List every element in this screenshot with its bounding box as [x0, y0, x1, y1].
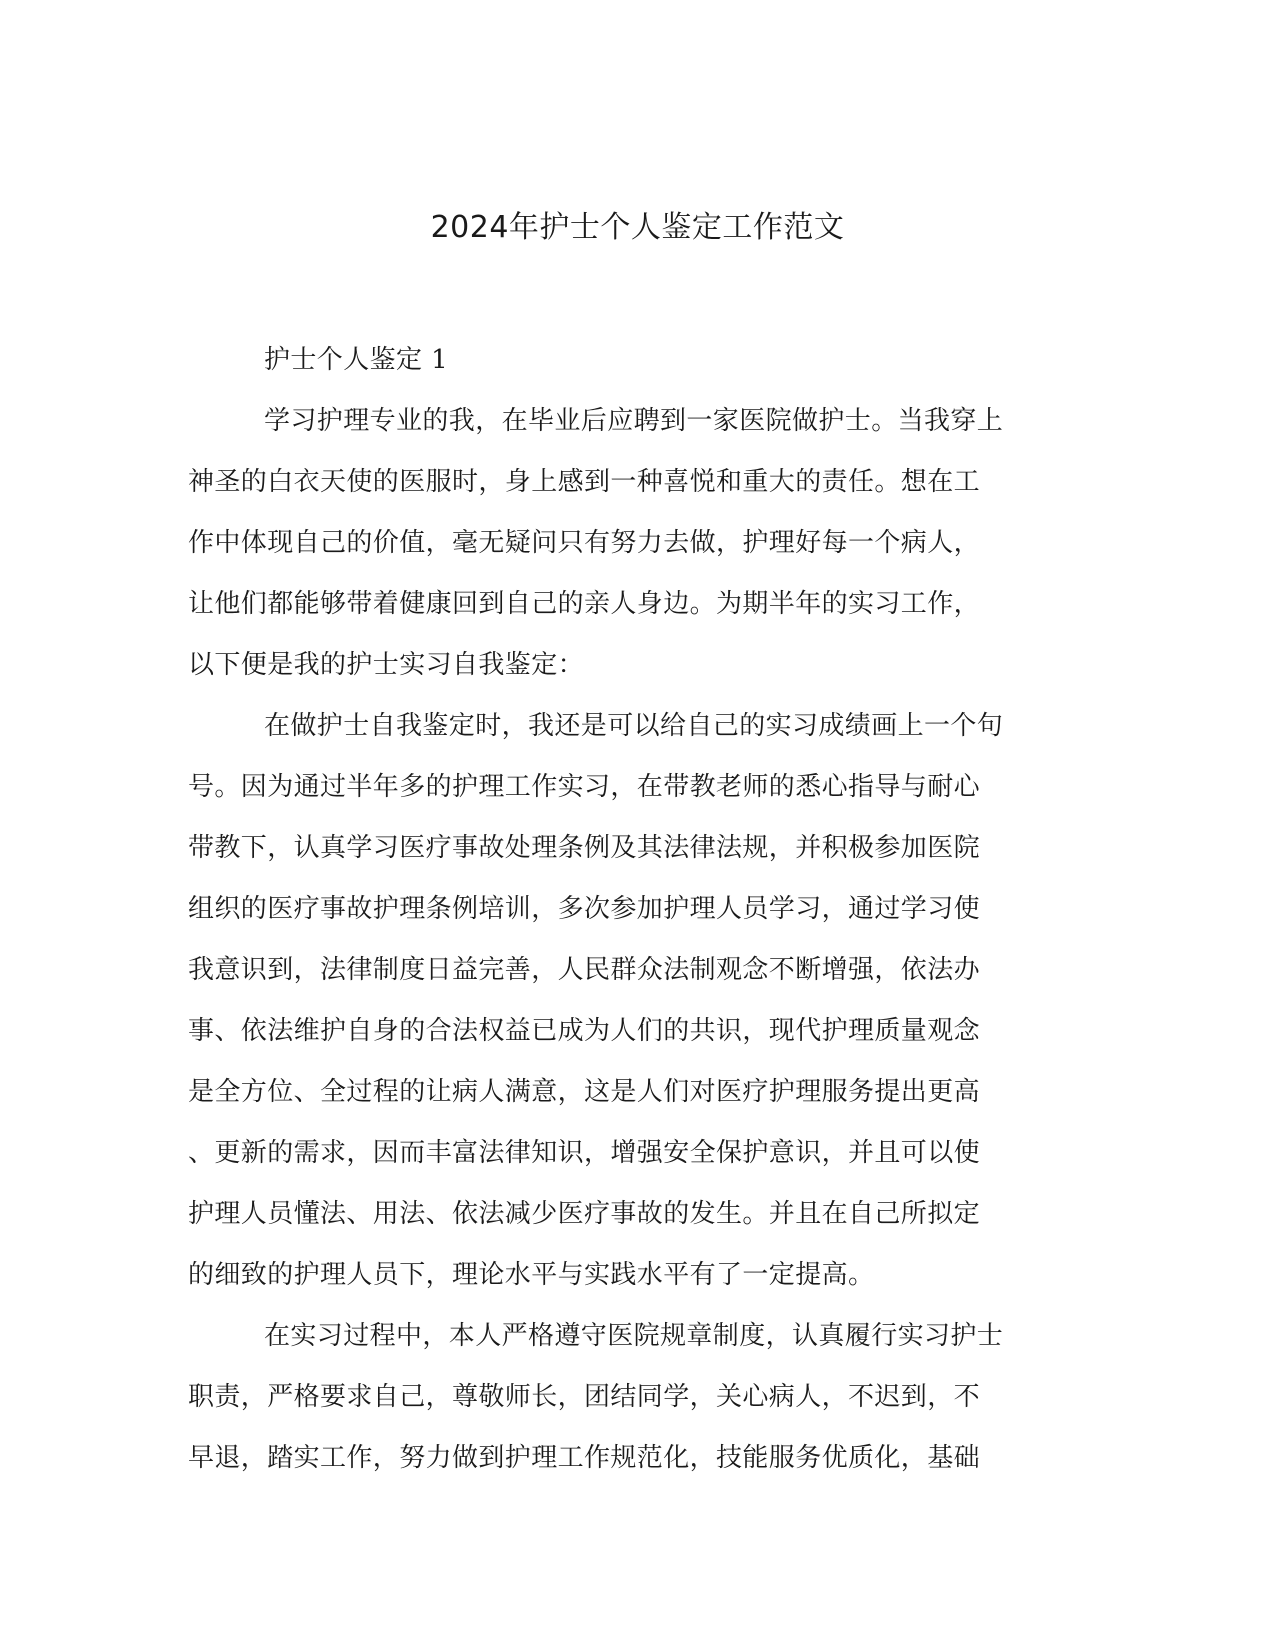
text-line: 作中体现自己的价值，毫无疑问只有努力去做，护理好每一个病人，	[188, 528, 981, 558]
text-line: 让他们都能够带着健康回到自己的亲人身边。为期半年的实习工作，	[188, 589, 981, 619]
text-line: 、更新的需求，因而丰富法律知识，增强安全保护意识，并且可以使	[188, 1138, 981, 1168]
document-body	[188, 330, 1068, 1489]
text-line: 神圣的白衣天使的医服时，身上感到一种喜悦和重大的责任。想在工	[188, 467, 981, 497]
text-line: 学习护理专业的我，在毕业后应聘到一家医院做护士。当我穿上	[264, 406, 1004, 436]
text-line: 职责，严格要求自己，尊敬师长，团结同学，关心病人，不迟到，不	[188, 1382, 981, 1412]
text-line: 在实习过程中，本人严格遵守医院规章制度，认真履行实习护士	[264, 1321, 1004, 1351]
text-line: 是全方位、全过程的让病人满意，这是人们对医疗护理服务提出更高	[188, 1077, 981, 1107]
text-line: 我意识到，法律制度日益完善，人民群众法制观念不断增强，依法办	[188, 955, 981, 985]
text-line: 的细致的护理人员下，理论水平与实践水平有了一定提高。	[188, 1260, 875, 1290]
text-line: 护士个人鉴定 1	[264, 345, 449, 375]
text-line: 在做护士自我鉴定时，我还是可以给自己的实习成绩画上一个句	[264, 711, 1004, 741]
text-line: 组织的医疗事故护理条例培训，多次参加护理人员学习，通过学习使	[188, 894, 981, 924]
text-line: 早退，踏实工作，努力做到护理工作规范化，技能服务优质化，基础	[188, 1443, 981, 1473]
text-line: 护理人员懂法、用法、依法减少医疗事故的发生。并且在自己所拟定	[188, 1199, 981, 1229]
text-line: 号。因为通过半年多的护理工作实习，在带教老师的悉心指导与耐心	[188, 772, 981, 802]
text-line: 带教下，认真学习医疗事故处理条例及其法律法规，并积极参加医院	[188, 833, 981, 863]
text-line: 以下便是我的护士实习自我鉴定：	[188, 650, 585, 680]
document-title: 2024年护士个人鉴定工作范文	[430, 210, 845, 245]
text-line: 事、依法维护自身的合法权益已成为人们的共识，现代护理质量观念	[188, 1016, 981, 1046]
